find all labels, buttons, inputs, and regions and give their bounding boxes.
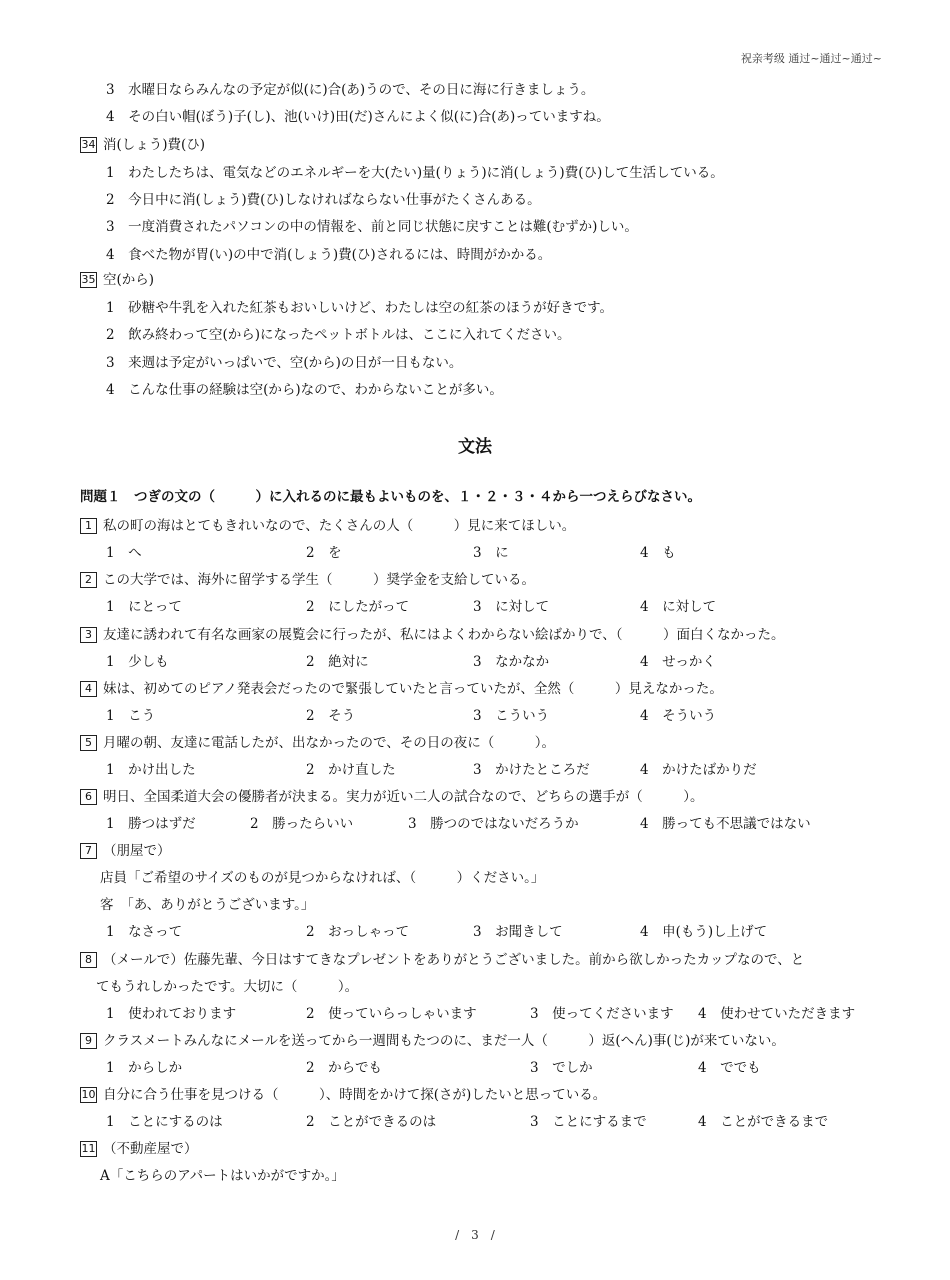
option: 2 おっしゃって bbox=[306, 924, 410, 940]
option: 2 からでも bbox=[306, 1060, 382, 1076]
option: 3 お聞きして bbox=[473, 924, 563, 940]
grammar-question bbox=[80, 731, 555, 751]
question-number: 10 bbox=[81, 1088, 96, 1101]
option: 2 ことができるのは bbox=[306, 1114, 437, 1130]
question-text: （朋屋で） bbox=[103, 843, 171, 859]
question-number: 1 bbox=[80, 518, 97, 534]
option: 1 こう bbox=[106, 708, 156, 724]
question-35 bbox=[80, 268, 154, 288]
option: 1 からしか bbox=[106, 1060, 183, 1076]
option-line: 3 水曜日ならみんなの予定が似(に)合(あ)うので、その日に海に行きましょう。 bbox=[106, 82, 595, 98]
question-text: 月曜の朝、友達に電話したが、出なかったので、その日の夜に（ ）。 bbox=[103, 735, 555, 751]
option-line: 3 来週は予定がいっぱいで、空(から)の日が一日もない。 bbox=[106, 355, 463, 371]
grammar-question bbox=[80, 1029, 785, 1049]
option: 1 にとって bbox=[106, 599, 182, 615]
option-line: 1 わたしたちは、電気などのエネルギーを大(たい)量(りょう)に消(しょう)費(ひ)して生活している。 bbox=[106, 165, 724, 181]
option: 1 へ bbox=[106, 545, 142, 561]
question-34 bbox=[80, 133, 205, 153]
question-text: クラスメートみんなにメールを送ってから一週間もたつのに、まだ一人（ ）返(へん)事(じ)が来ていない。 bbox=[103, 1033, 785, 1049]
option: 1 ことにするのは bbox=[106, 1114, 223, 1130]
question-text: 妹は、初めてのピアノ発表会だったので緊張していたと言っていたが、全然（ ）見えなかった。 bbox=[103, 681, 723, 697]
option: 2 絶対に bbox=[306, 654, 369, 670]
option: 2 を bbox=[306, 545, 342, 561]
grammar-question bbox=[80, 568, 535, 588]
option-line: 4 その白い帽(ぼう)子(し)、池(いけ)田(だ)さんによく似(に)合(あ)っていますね。 bbox=[106, 109, 610, 125]
option: 4 勝っても不思議ではない bbox=[640, 816, 811, 832]
question-number: 9 bbox=[80, 1033, 97, 1049]
option: 3 勝つのではないだろうか bbox=[408, 816, 579, 832]
option-line: 3 一度消費されたパソコンの中の情報を、前と同じ状態に戻すことは難(むずか)しい。 bbox=[106, 219, 638, 235]
option: 3 でしか bbox=[530, 1060, 593, 1076]
question-number: 3 bbox=[80, 627, 97, 643]
option: 4 ことができるまで bbox=[698, 1114, 829, 1130]
question-word: 消(しょう)費(ひ) bbox=[103, 137, 206, 153]
question-word: 空(から) bbox=[103, 272, 155, 288]
option-line: 2 飲み終わって空(から)になったペットボトルは、ここに入れてください。 bbox=[106, 327, 571, 343]
question-text: （メールで）佐藤先輩、今日はすてきなプレゼントをありがとうございました。前から欲しかったカップなので、と bbox=[103, 952, 805, 968]
grammar-question bbox=[80, 1137, 198, 1157]
section-title: 文法 bbox=[458, 437, 492, 457]
option: 3 なかなか bbox=[473, 654, 550, 670]
option: 4 も bbox=[640, 545, 676, 561]
option: 4 申(もう)し上げて bbox=[640, 924, 768, 940]
option: 4 ででも bbox=[698, 1060, 761, 1076]
option: 4 そういう bbox=[640, 708, 717, 724]
grammar-question bbox=[80, 677, 723, 697]
grammar-question bbox=[80, 839, 171, 859]
option: 3 使ってくださいます bbox=[530, 1006, 674, 1022]
option-line: 2 今日中に消(しょう)費(ひ)しなければならない仕事がたくさんある。 bbox=[106, 192, 541, 208]
option-line: 4 食べた物が胃(い)の中で消(しょう)費(ひ)されるには、時間がかかる。 bbox=[106, 247, 552, 263]
option-line: 4 こんな仕事の経験は空(から)なので、わからないことが多い。 bbox=[106, 382, 503, 398]
question-number: 35 bbox=[81, 273, 96, 286]
question-text: 自分に合う仕事を見つける（ ）、時間をかけて探(さが)したいと思っている。 bbox=[103, 1087, 607, 1103]
page-header: 祝亲考级 通过~通过~通过~ bbox=[740, 52, 882, 65]
option: 4 使わせていただきます bbox=[698, 1006, 856, 1022]
option: 2 使っていらっしゃいます bbox=[306, 1006, 477, 1022]
question-number: 5 bbox=[80, 735, 97, 751]
grammar-question bbox=[80, 785, 703, 805]
option: 1 使われております bbox=[106, 1006, 237, 1022]
option: 1 なさって bbox=[106, 924, 183, 940]
question-text: 明日、全国柔道大会の優勝者が決まる。実力が近い二人の試合なので、どちらの選手が（ ）。 bbox=[103, 789, 704, 805]
option: 4 せっかく bbox=[640, 654, 716, 670]
page-number: / 3 / bbox=[455, 1228, 495, 1242]
option: 3 に bbox=[473, 545, 509, 561]
option: 1 少しも bbox=[106, 654, 169, 670]
option-line: 1 砂糖や牛乳を入れた紅茶もおいしいけど、わたしは空の紅茶のほうが好きです。 bbox=[106, 300, 614, 316]
option: 1 勝つはずだ bbox=[106, 816, 196, 832]
option: 2 勝ったらいい bbox=[250, 816, 354, 832]
option: 2 かけ直した bbox=[306, 762, 396, 778]
instruction: 問題１ つぎの文の（ ）に入れるのに最もよいものを、１・２・３・４から一つえらびなさい。 bbox=[80, 489, 701, 505]
option: 3 こういう bbox=[473, 708, 550, 724]
option: 2 そう bbox=[306, 708, 356, 724]
question-number: 6 bbox=[80, 789, 97, 805]
option: 4 に対して bbox=[640, 599, 717, 615]
question-text: 友達に誘われて有名な画家の展覧会に行ったが、私にはよくわからない絵ばかりで、（ ）面白くなかった。 bbox=[103, 627, 785, 643]
question-number: 8 bbox=[80, 952, 97, 968]
question-text: 私の町の海はとてもきれいなので、たくさんの人（ ）見に来てほしい。 bbox=[103, 518, 576, 534]
grammar-question bbox=[80, 1083, 606, 1103]
option: 3 に対して bbox=[473, 599, 550, 615]
question-continuation: てもうれしかったです。大切に（ ）。 bbox=[96, 979, 359, 995]
option: 4 かけたばかりだ bbox=[640, 762, 757, 778]
question-text: この大学では、海外に留学する学生（ ）奨学金を支給している。 bbox=[103, 572, 535, 588]
grammar-question bbox=[80, 514, 575, 534]
question-number: 2 bbox=[80, 572, 97, 588]
dialogue-line: 店員「ご希望のサイズのものが見つからなければ、（ ）ください。」 bbox=[100, 870, 545, 886]
option: 3 かけたところだ bbox=[473, 762, 590, 778]
grammar-question bbox=[80, 623, 784, 643]
option: 3 ことにするまで bbox=[530, 1114, 647, 1130]
question-number: 11 bbox=[81, 1142, 96, 1155]
question-number: 7 bbox=[80, 843, 97, 859]
option: 2 にしたがって bbox=[306, 599, 410, 615]
option: 1 かけ出した bbox=[106, 762, 196, 778]
dialogue-line: A「こちらのアパートはいかがですか。」 bbox=[100, 1168, 345, 1184]
question-number: 4 bbox=[80, 681, 97, 697]
question-text: （不動産屋で） bbox=[103, 1141, 198, 1157]
question-number: 34 bbox=[81, 138, 96, 151]
dialogue-line: 客 「あ、ありがとうございます。」 bbox=[100, 897, 315, 913]
grammar-question bbox=[80, 948, 804, 968]
